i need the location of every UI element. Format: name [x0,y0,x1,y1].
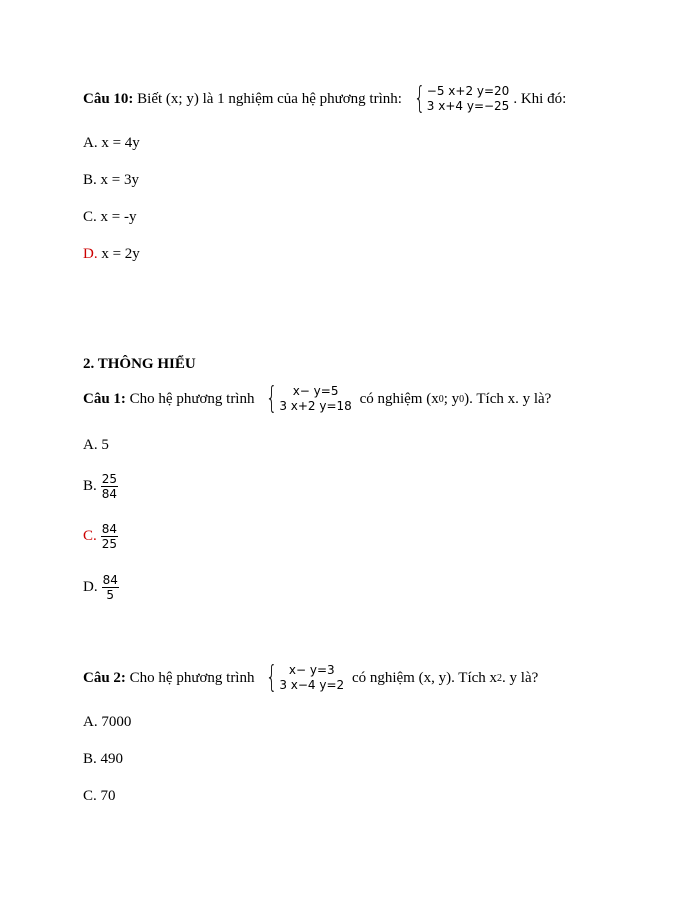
numerator: 84 [101,522,118,536]
option-text: x = 3y [96,172,139,188]
option-b [83,172,139,189]
subscript: 0 [438,393,444,405]
option-text: x = -y [96,209,137,225]
question-text: Biết (x; y) là 1 nghiệm của hệ phương trình: [133,90,406,107]
option-b [83,751,123,768]
option-text: 70 [96,788,116,804]
option-letter: A. [83,135,98,151]
option-letter: C. [83,788,97,804]
question-text-mid2: ; y [443,390,460,407]
option-c [83,209,136,226]
brace-icon: { [266,660,278,695]
denominator: 5 [106,588,115,602]
option-c [83,788,116,805]
question-text: Cho hệ phương trình [125,669,259,686]
equation-system [410,81,510,116]
option-a [83,135,140,152]
fraction [101,522,118,551]
question-text: Cho hệ phương trình [125,390,259,407]
denominator: 25 [101,537,118,551]
section-heading: 2. THÔNG HIỂU [83,356,196,372]
fraction [102,573,119,602]
option-text: 5 [97,437,109,453]
question-label: Câu 2: [83,669,126,686]
option-text: x = 4y [97,135,140,151]
question-2 [83,660,539,695]
question-text-mid: có nghiệm (x [355,390,439,407]
question-text-mid: có nghiệm (x, y). Tích x [348,669,498,686]
option-b [83,472,118,501]
question-text-end: . y là? [502,669,539,686]
equation-1: −5 x+2 y=20 [426,84,510,98]
brace-icon: { [266,381,278,416]
equation-1: x− y=3 [288,663,335,677]
brace-icon: { [413,81,425,116]
equation-system [262,381,352,416]
question-text-end: ). Tích x. y là? [464,390,552,407]
option-letter-correct: D. [83,246,98,262]
question-10 [83,81,567,116]
numerator: 25 [101,472,118,486]
numerator: 84 [102,573,118,587]
fraction [101,472,118,501]
option-letter: C. [83,209,97,225]
equation-2: 3 x−4 y=2 [279,678,345,692]
option-letter: B. [83,751,97,767]
equation-2: 3 x+2 y=18 [279,399,352,413]
question-label: Câu 1: [83,390,126,407]
superscript: 2 [497,672,503,684]
option-a [83,714,131,731]
option-text: x = 2y [97,246,140,262]
subscript: 0 [459,393,465,405]
equation-system [262,660,345,695]
option-letter: D. [83,579,98,595]
option-text: 490 [96,751,124,767]
option-a [83,437,109,454]
question-text-end: . Khi đó: [513,90,567,107]
option-d [83,246,140,263]
equation-2: 3 x+4 y=−25 [426,99,510,113]
option-letter: B. [83,172,97,188]
option-letter: A. [83,437,98,453]
option-letter-correct: C. [83,528,97,544]
equation-1: x− y=5 [292,384,339,398]
option-c [83,522,118,551]
question-1 [83,381,552,416]
option-d [83,573,119,602]
option-letter: A. [83,714,98,730]
option-text: 7000 [97,714,132,730]
option-letter: B. [83,478,97,494]
question-label: Câu 10: [83,90,134,107]
denominator: 84 [101,487,118,501]
